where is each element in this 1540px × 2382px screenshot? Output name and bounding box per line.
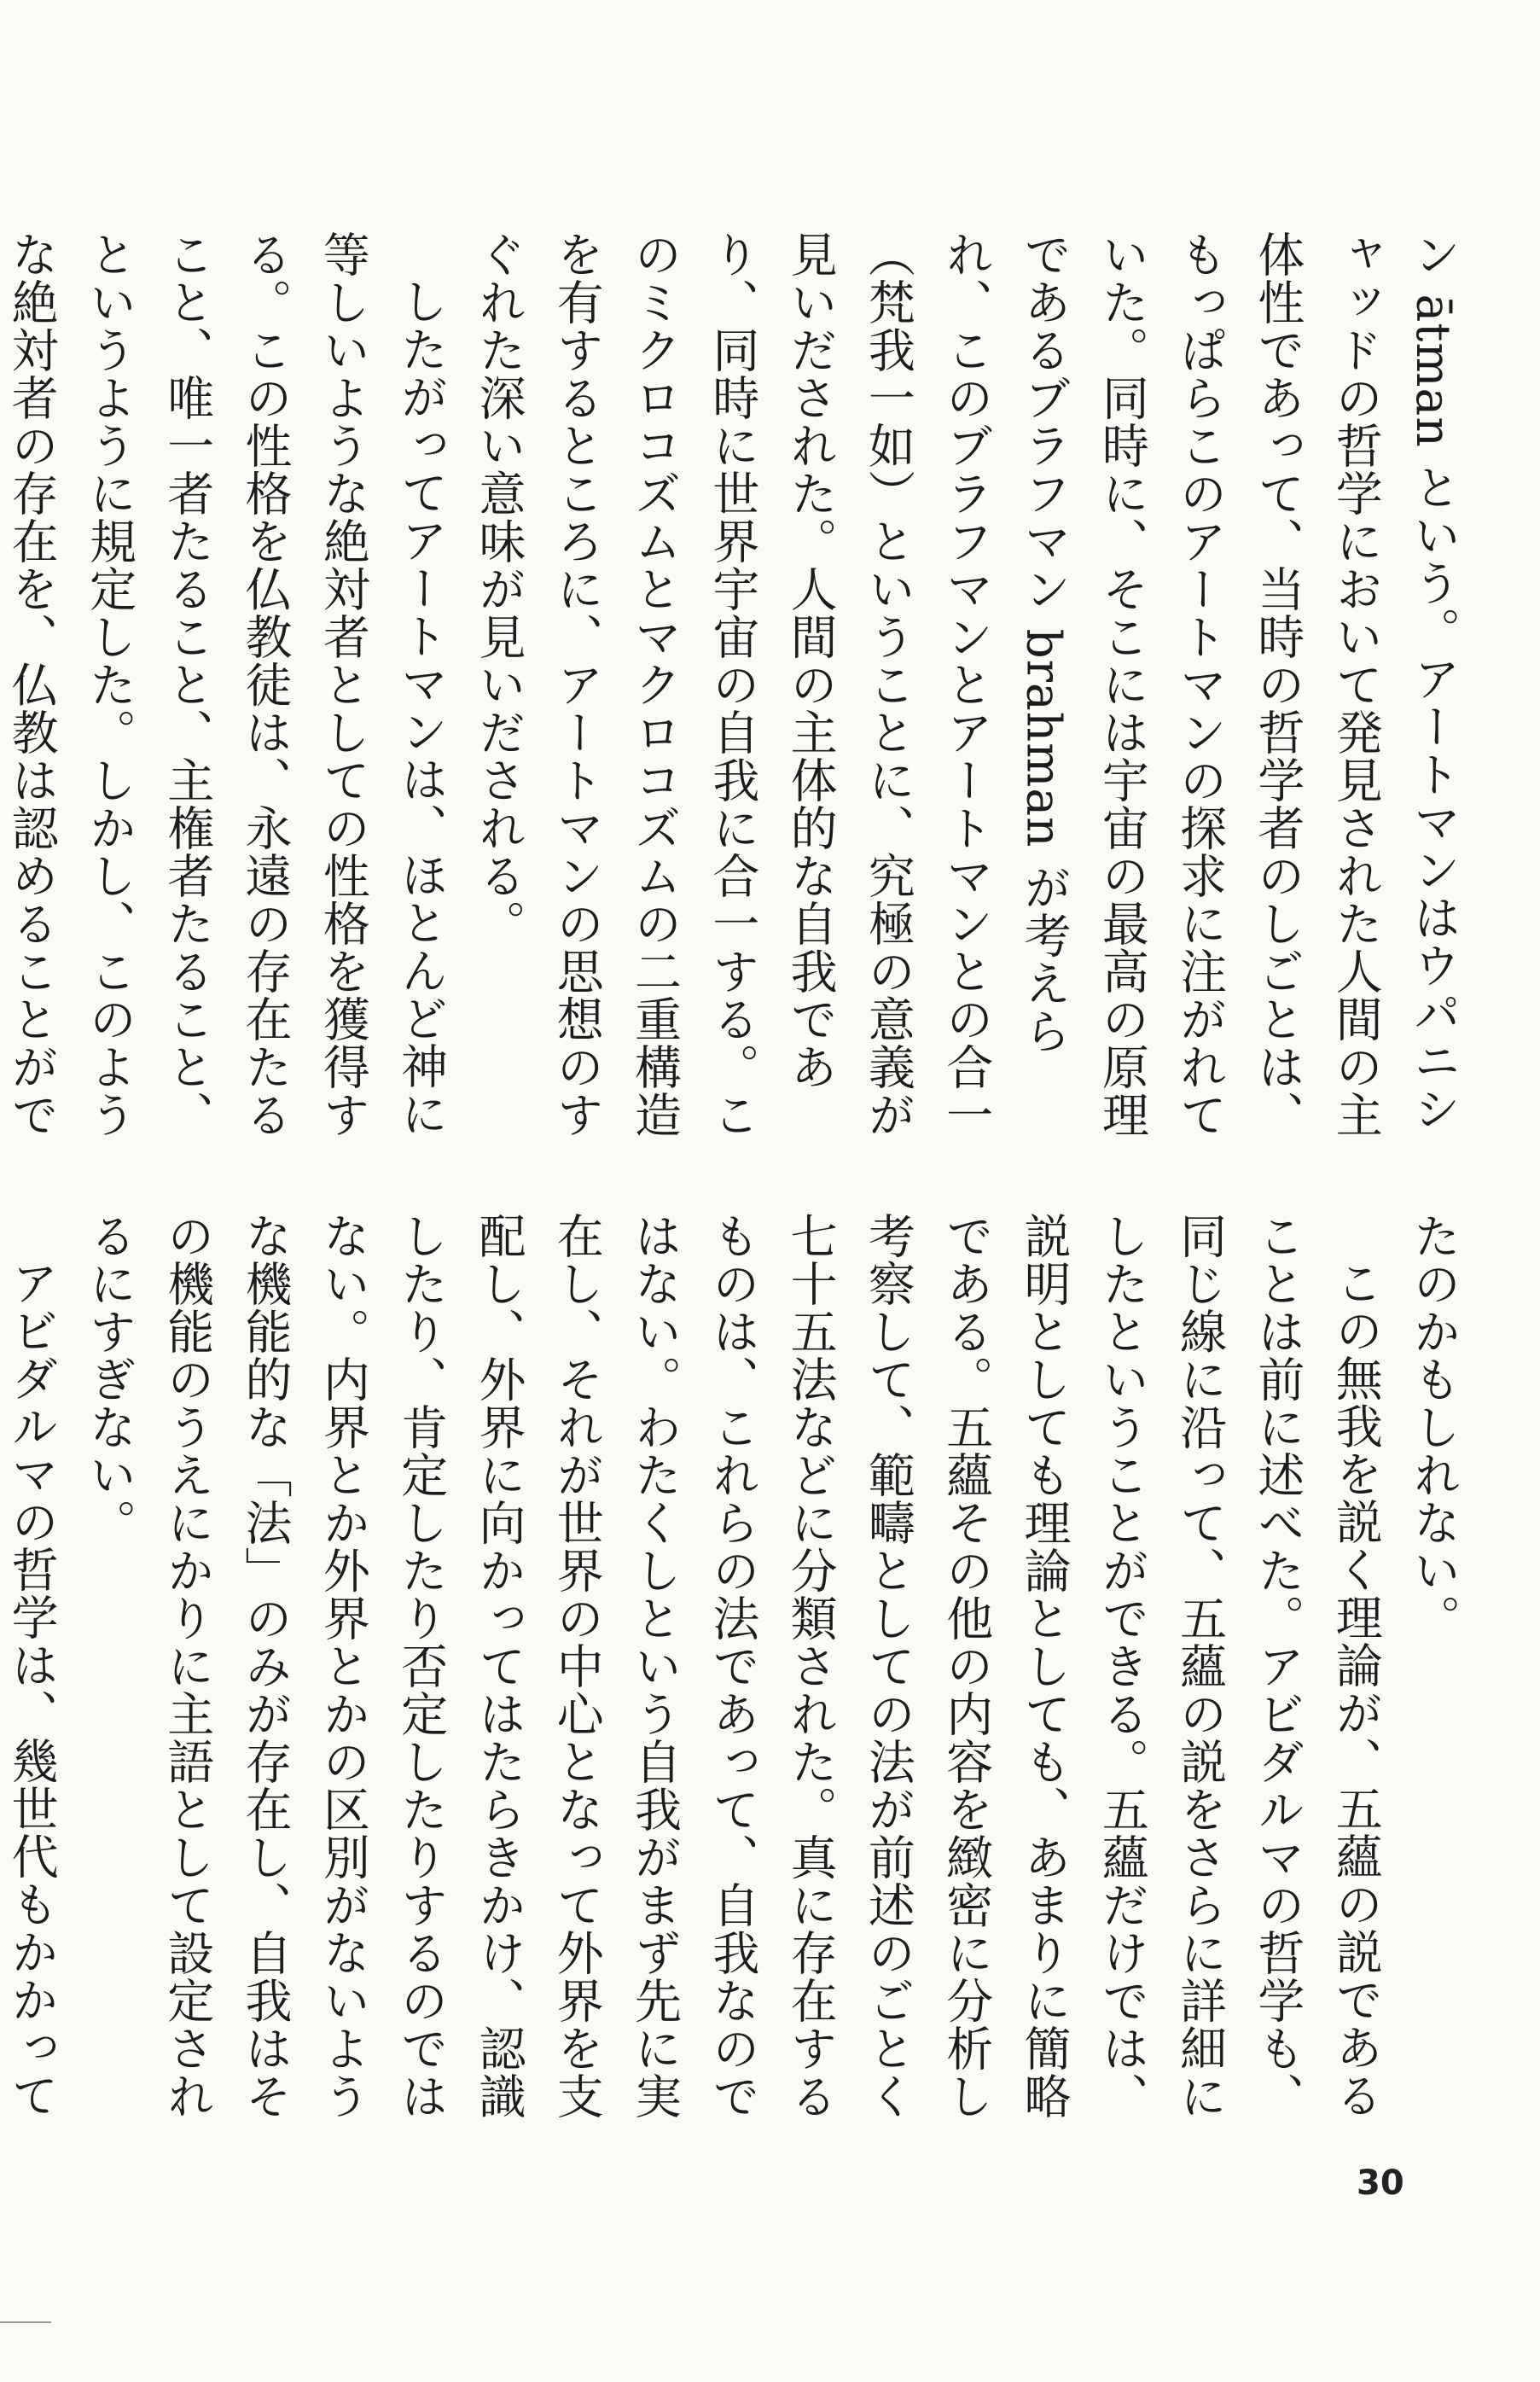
margin-rule (0, 2321, 51, 2323)
page-number: 30 (1357, 2164, 1404, 2203)
lower-paragraph-1: たのかもしれない。 (1406, 1212, 1461, 1642)
lower-text-block (3, 1212, 1472, 2155)
lower-paragraph-2: この無我を説く理論が、五蘊の説であることは前に述べた。アビダルマの哲学も、同じ線に沿って、五蘊の説をさらに詳細にしたということができる。五蘊だけでは、説明としても理論としても、あまりに簡略である。五蘊その他の内容を緻密に分析し考察して、範疇としての法が前述のごとく七十五法などに分類された。真に存在するものは、これらの法であって、自我なのではない。わたくしという自我がまず先に実在し、それが世界の中心となって外界を支配し、外界に向かってはたらきかけ、認識したり、肯定したり否定したりするのではない。内界とか外界とかの区別がないような機能的な「法」のみが存在し、自我はその機能のうえにかりに主語として設定されるにすぎない。 (81, 1212, 1383, 2120)
upper-paragraph-2: したがってアートマンは、ほとんど神に等しいような絶対者としての性格を獲得する。この性格を仏教徒は、永遠の存在たること、唯一者たること、主権者たること、というように規定した。しかし、このような絶対者の存在を、仏教は認めることがで (3, 230, 449, 1139)
lower-paragraph-3: アビダルマの哲学は、幾世代もかかって (3, 1259, 59, 2119)
upper-paragraph-1: ン ātman という。アートマンはウパニシャッドの哲学において発見された人間の主体性であって、当時の哲学者のしごとは、もっぱらこのアートマンの探求に注がれていた。同時に、そこには宇宙の最高の原理であるブラフマン brahman が考えられ、このブラフマンとアートマンとの合一（梵我一如）ということに、究極の意義が見いだされた。人間の主体的な自我であり、同時に世界宇宙の自我に合一する。このミクロコズムとマクロコズムの二重構造を有するところに、アートマンの思想のすぐれた深い意味が見いだされる。 (471, 230, 1461, 1139)
upper-text-block (3, 230, 1472, 1148)
